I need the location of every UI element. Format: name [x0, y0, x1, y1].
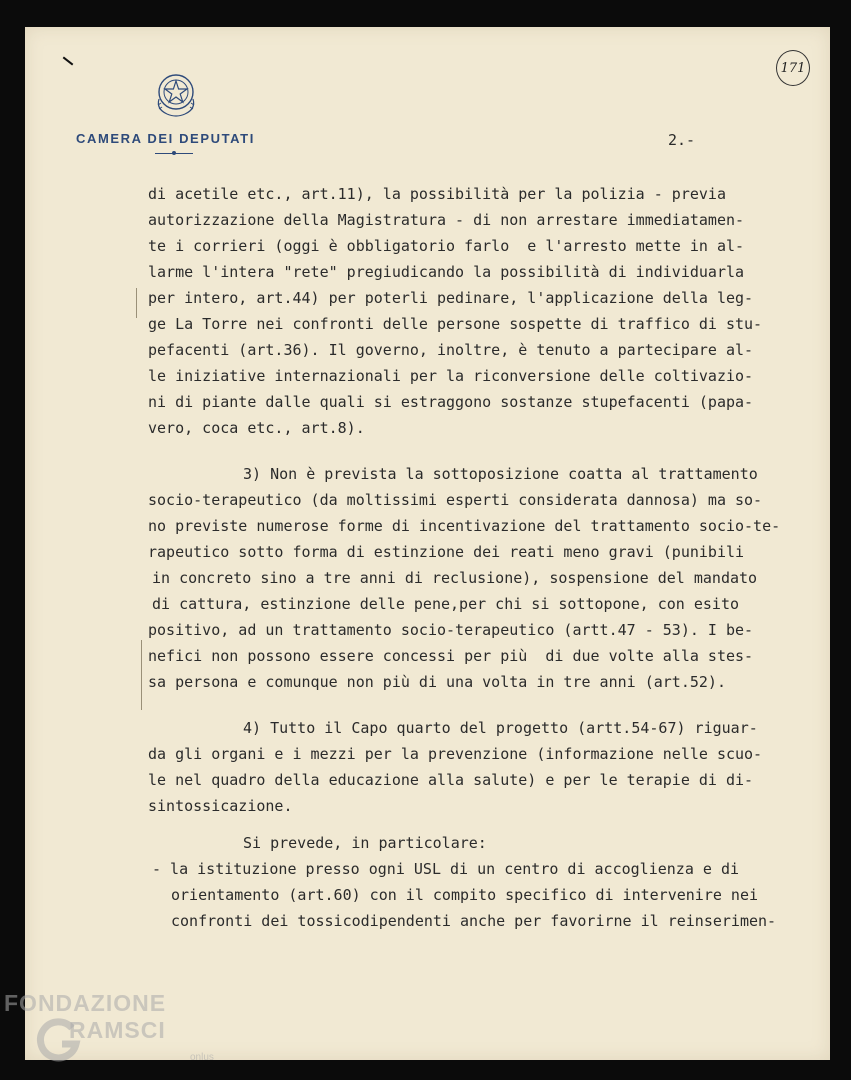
text-line: di cattura, estinzione delle pene,per chi si sottopone, con esito: [152, 595, 739, 613]
text-line: ge La Torre nei confronti delle persone sospette di traffico di stu-: [148, 315, 763, 333]
text-line: sa persona e comunque non più di una volta in tre anni (art.52).: [148, 673, 726, 691]
watermark-foundation: FONDAZIONE: [4, 990, 167, 1016]
text-line: di acetile etc., art.11), la possibilità per la polizia - previa: [148, 185, 726, 203]
heading-ornament-rule: [155, 153, 193, 154]
text-line: vero, coca etc., art.8).: [148, 419, 365, 437]
text-line: larme l'intera "rete" pregiudicando la possibilità di individuarla: [148, 263, 745, 281]
text-line: no previste numerose forme di incentivazione del trattamento socio-te-: [148, 517, 781, 535]
text-line: 3) Non è prevista la sottoposizione coatta al trattamento: [243, 465, 758, 483]
text-line: rapeutico sotto forma di estinzione dei reati meno gravi (punibili: [148, 543, 745, 561]
text-line: positivo, ad un trattamento socio-terapeutico (artt.47 - 53). I be-: [148, 621, 754, 639]
text-line: sintossicazione.: [148, 797, 293, 815]
text-line: le iniziative internazionali per la riconversione delle coltivazio-: [148, 367, 754, 385]
text-line: per intero, art.44) per poterli pedinare, l'applicazione della leg-: [148, 289, 754, 307]
text-line: te i corrieri (oggi è obbligatorio farlo e l'arresto mette in al-: [148, 237, 745, 255]
text-line: - la istituzione presso ogni USL di un centro di accoglienza e di: [152, 860, 739, 878]
chamber-heading: CAMERA DEI DEPUTATI: [76, 131, 255, 146]
text-line: confronti dei tossicodipendenti anche per favorirne il reinserimen-: [171, 912, 777, 930]
page-number: 2.-: [668, 131, 696, 149]
text-line: 4) Tutto il Capo quarto del progetto (artt.54-67) riguar-: [243, 719, 758, 737]
text-line: da gli organi e i mezzi per la prevenzione (informazione nelle scuo-: [148, 745, 763, 763]
text-line: autorizzazione della Magistratura - di non arrestare immediatamen-: [148, 211, 745, 229]
text-line: orientamento (art.60) con il compito specifico di intervenire nei: [171, 886, 758, 904]
watermark-onlus: onlus: [190, 1052, 214, 1063]
text-line: le nel quadro della educazione alla salute) e per le terapie di di-: [148, 771, 754, 789]
text-line: ni di piante dalle quali si estraggono sostanze stupefacenti (papa-: [148, 393, 754, 411]
text-line: in concreto sino a tre anni di reclusione), sospensione del mandato: [152, 569, 758, 587]
archive-number-stamp: 171: [776, 50, 810, 86]
text-line: nefici non possono essere concessi per più di due volte alla stes-: [148, 647, 754, 665]
text-line: pefacenti (art.36). Il governo, inoltre, è tenuto a partecipare al-: [148, 341, 754, 359]
text-line: Si prevede, in particolare:: [243, 834, 487, 852]
italian-republic-emblem-icon: [153, 69, 199, 119]
margin-pencil-mark: [136, 288, 137, 318]
margin-pencil-mark: [141, 640, 142, 710]
text-line: socio-terapeutico (da moltissimi esperti considerata dannosa) ma so-: [148, 491, 763, 509]
watermark-gramsci: RAMSCI: [69, 1017, 166, 1043]
